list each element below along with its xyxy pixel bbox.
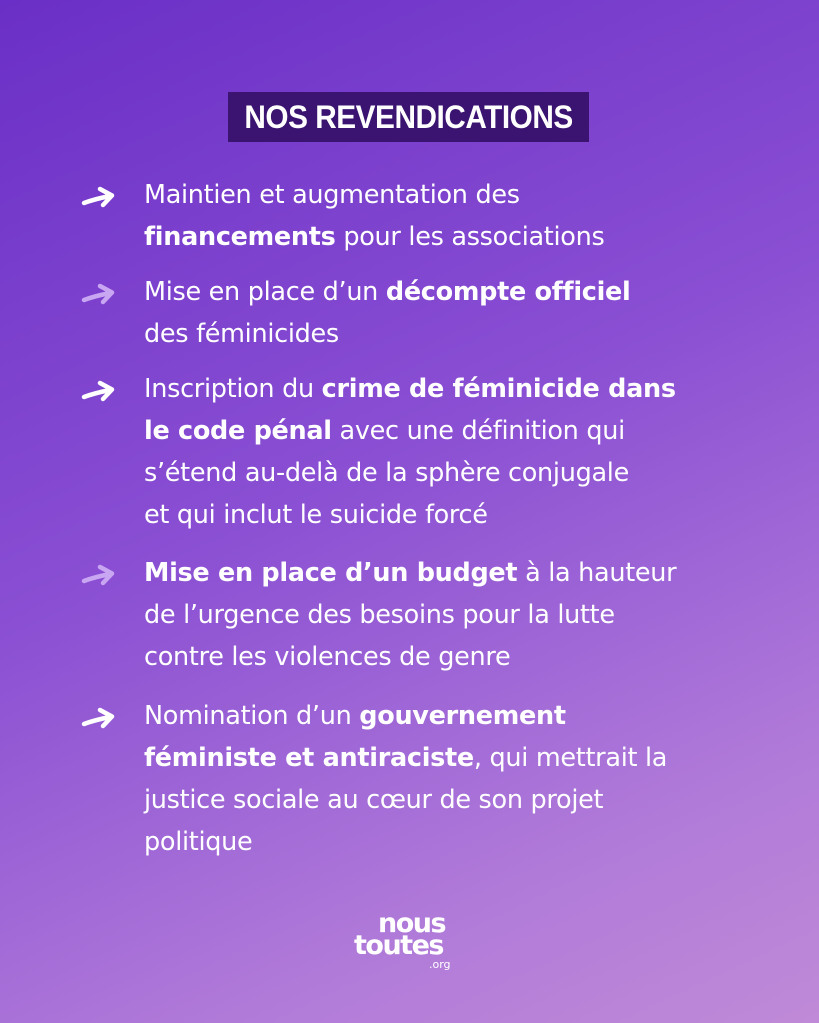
noustoutes-logo (354, 910, 464, 980)
text-line: Mise en place d’un décompte officiel (144, 277, 631, 307)
arrow-right-icon (80, 707, 120, 731)
list-item-text (144, 271, 744, 355)
arrow-right-icon (80, 186, 120, 210)
logo-line-1: nous (378, 908, 446, 939)
text-line: contre les violences de genre (144, 642, 511, 672)
arrow-right-icon (80, 380, 120, 404)
list-item-text (144, 695, 744, 863)
arrow-right-icon (80, 283, 120, 307)
list-item-text (144, 368, 744, 536)
text-line: féministe et antiraciste, qui mettrait la (144, 743, 668, 773)
text-line: Inscription du crime de féminicide dans (144, 374, 676, 404)
page-title: NOS REVENDICATIONS (244, 98, 573, 135)
text-line: Mise en place d’un budget à la hauteur (144, 558, 677, 588)
text-line: de l’urgence des besoins pour la lutte (144, 600, 615, 630)
text-line: des féminicides (144, 319, 339, 349)
arrow-right-icon (80, 564, 120, 588)
text-line: s’étend au-delà de la sphère conjugale (144, 458, 629, 488)
text-line: justice sociale au cœur de son projet (144, 785, 604, 815)
text-line: et qui inclut le suicide forcé (144, 500, 488, 530)
list-item-text (144, 174, 744, 258)
text-line: le code pénal avec une définition qui (144, 416, 625, 446)
logo-line-2: toutes (354, 930, 443, 961)
text-line: Maintien et augmentation des (144, 180, 520, 210)
title-banner (228, 92, 589, 142)
text-line: financements pour les associations (144, 222, 605, 252)
text-line: Nomination d’un gouvernement (144, 701, 566, 731)
text-line: politique (144, 827, 253, 857)
logo-line-3: .org (429, 958, 451, 971)
list-item-text (144, 552, 744, 678)
